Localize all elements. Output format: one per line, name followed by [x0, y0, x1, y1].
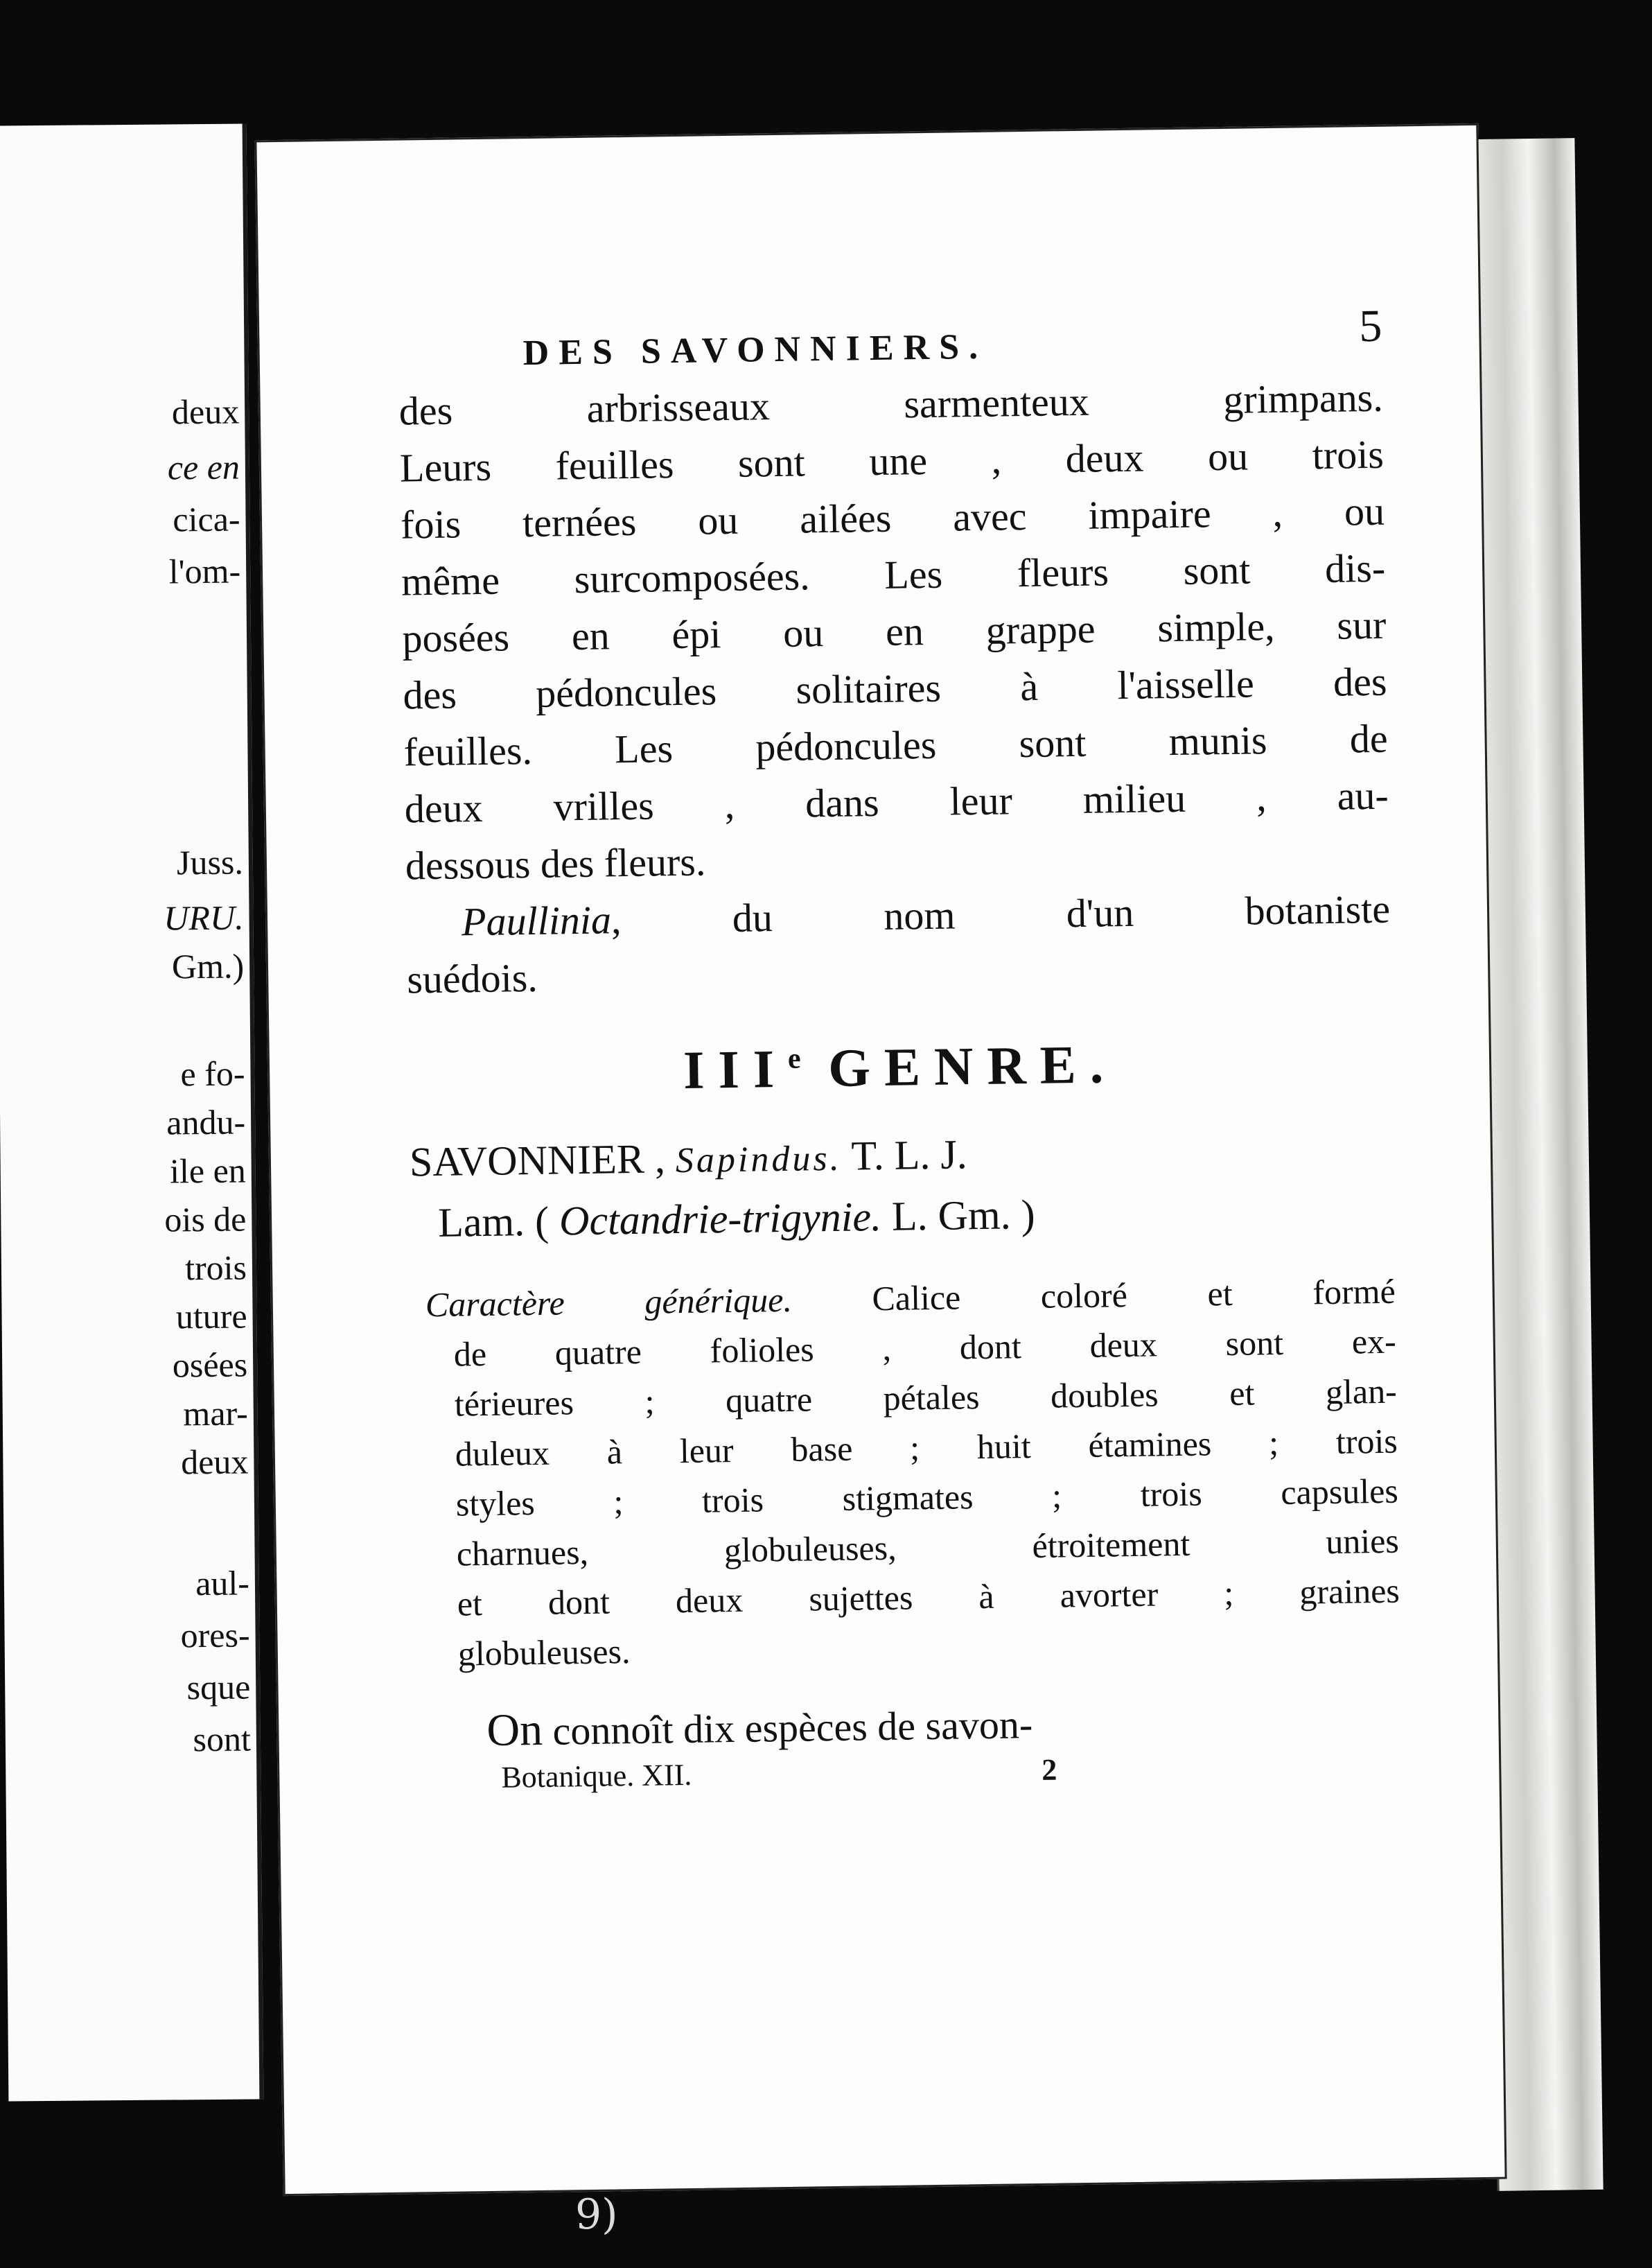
genus-author: Lam. ( [437, 1198, 550, 1246]
text-line: et dont deux sujettes à avorter ; graines [457, 1571, 1400, 1623]
genre-heading [408, 1029, 1393, 1106]
left-page-line: ois de [164, 1199, 247, 1239]
genre-word: GENRE. [827, 1033, 1118, 1099]
text-line: charnues, globuleuses, étroitement unies [456, 1521, 1400, 1573]
genre-superscript: e [787, 1043, 801, 1075]
left-page-line: l'om- [168, 551, 241, 591]
text-line: térieures ; quatre pétales doubles et glan- [454, 1371, 1398, 1424]
book-page [254, 123, 1506, 2196]
signature-title: Botanique. XII. [501, 1757, 692, 1795]
text-line: duleux à leur base ; huit étamines ; trois [455, 1421, 1398, 1474]
page-text [398, 300, 1403, 1803]
left-page-line: deux [180, 1442, 249, 1482]
text-fragment: , du nom d'un botaniste [610, 886, 1391, 943]
text-line: dessous des fleurs. [405, 839, 706, 889]
left-page-line: trois [184, 1248, 247, 1288]
closing-drop: On [486, 1704, 543, 1756]
text-line: des arbrisseaux sarmenteux grimpans. [398, 374, 1384, 434]
left-page-line: Juss. [176, 842, 244, 882]
etymology-paragraph [406, 881, 1391, 1009]
genus-entry [409, 1119, 1394, 1253]
left-page-line: aul- [195, 1563, 250, 1603]
left-page-line: sque [186, 1667, 251, 1707]
genus-classification: Octandrie-trigynie. [559, 1193, 882, 1244]
text-line: posées en épi ou en grappe simple, sur [401, 602, 1387, 661]
text-line: feuilles. Les pédoncules sont munis de [403, 715, 1389, 775]
running-head-title: DES SAVONNIERS. [522, 326, 988, 374]
running-head [398, 300, 1382, 383]
text-line: des pédoncules solitaires à l'aisselle des [403, 658, 1387, 718]
text-line: de quatre folioles , dont deux sont ex- [453, 1321, 1397, 1374]
page-number: 5 [1358, 300, 1382, 352]
genre-numeral: III [683, 1038, 789, 1100]
left-page-line: uture [175, 1296, 247, 1336]
bottom-mark: 9) [575, 2190, 618, 2239]
closing-text: connoît dix espèces de savon- [552, 1702, 1033, 1754]
left-page-line: andu- [166, 1102, 246, 1142]
signature-number: 2 [1041, 1752, 1057, 1787]
left-page-line: mar- [183, 1393, 249, 1433]
left-page [0, 123, 263, 2101]
left-page-line: Gm.) [171, 946, 245, 986]
genus-class-authors: L. Gm. ) [891, 1191, 1036, 1239]
text-line: suédois. [406, 954, 538, 1002]
left-page-line: e fo- [180, 1054, 245, 1094]
left-page-line: sont [193, 1719, 252, 1759]
paragraph-continuation [398, 369, 1389, 895]
generic-character [411, 1266, 1400, 1680]
text-line: globuleuses. [457, 1632, 631, 1673]
genus-latin: Sapindus. [675, 1138, 842, 1181]
left-page-line: deux [171, 392, 240, 432]
text-line: fois ternées ou ailées avec impaire , ou [400, 488, 1385, 548]
left-page-line: ores- [180, 1615, 250, 1655]
genus-etymology-word: Paullinia [461, 897, 612, 945]
text-line: styles ; trois stigmates ; trois capsules [455, 1471, 1399, 1524]
left-page-line: ce en [167, 447, 240, 487]
text-line: même surcomposées. Les fleurs sont dis- [401, 545, 1386, 604]
genus-authors: T. L. J. [851, 1131, 968, 1179]
left-page-line: URU. [164, 898, 244, 938]
left-page-line: ile en [169, 1151, 246, 1191]
left-page-line: osées [172, 1345, 248, 1385]
left-page-line: cica- [173, 499, 240, 539]
genus-name: SAVONNIER , [409, 1135, 666, 1185]
character-label: Caractère générique. [425, 1280, 793, 1325]
text-line: deux vrilles , dans leur milieu , au- [404, 772, 1389, 832]
text-fragment: Calice coloré et formé [872, 1271, 1396, 1318]
text-line: Leurs feuilles sont une , deux ou trois [399, 431, 1385, 491]
